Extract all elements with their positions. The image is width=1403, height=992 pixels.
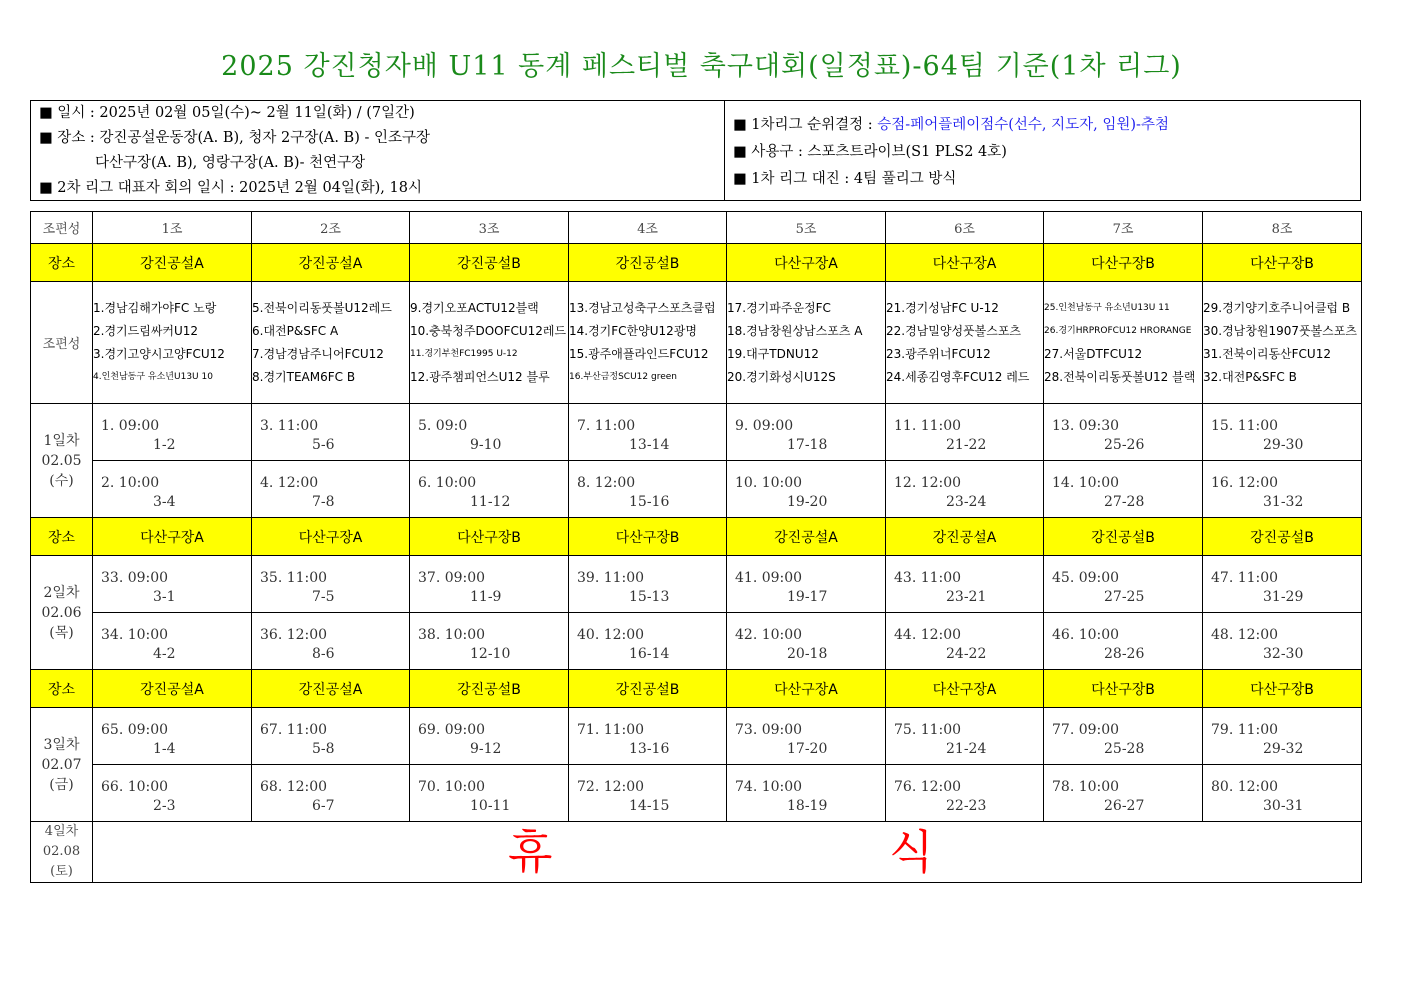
day-label-line: 1일차: [43, 432, 80, 449]
team-name: 32.대전P&SFC B: [1203, 369, 1297, 384]
match-cell: [93, 461, 252, 518]
team-name: 13.경남고성축구스포츠클럽: [569, 300, 716, 315]
group-teams-cell: [727, 282, 886, 404]
teams-label: 조편성: [31, 282, 93, 404]
match-cell: [252, 556, 410, 613]
match-pairing: 15-16: [629, 494, 670, 510]
venue-cell: 다산구장A: [252, 518, 410, 556]
match-number-time: 6. 10:00: [418, 475, 477, 491]
match-number-time: 15. 11:00: [1211, 418, 1279, 434]
match-cell: [410, 708, 569, 765]
group-teams-cell: [569, 282, 727, 404]
match-cell: [410, 556, 569, 613]
match-number-time: 71. 11:00: [577, 722, 645, 738]
match-pairing: 1-2: [153, 437, 176, 453]
info-meeting: ■ 2차 리그 대표자 회의 일시 : 2025년 2월 04일(화), 18시: [39, 180, 422, 196]
venue-cell: 강진공설B: [410, 670, 569, 708]
rest-day-row: [31, 822, 1362, 883]
match-pairing: 25-26: [1104, 437, 1145, 453]
match-number-time: 76. 12:00: [894, 779, 962, 795]
match-cell: [1044, 765, 1203, 822]
match-pairing: 18-19: [787, 798, 828, 814]
match-pairing: 29-32: [1263, 741, 1304, 757]
match-pairing: 13-14: [629, 437, 670, 453]
match-number-time: 79. 11:00: [1211, 722, 1279, 738]
day-label: [31, 404, 93, 518]
match-number-time: 14. 10:00: [1052, 475, 1120, 491]
venue-cell: 다산구장A: [93, 518, 252, 556]
day-label-line: 4일차: [44, 824, 79, 839]
day-label-line: (토): [50, 864, 73, 879]
match-cell: [1203, 556, 1362, 613]
team-name: 9.경기오포ACTU12블랙: [410, 300, 539, 315]
match-pairing: 19-17: [787, 589, 828, 605]
match-number-time: 4. 12:00: [260, 475, 319, 491]
group-header-cell: 8조: [1203, 212, 1362, 244]
match-pairing: 14-15: [629, 798, 670, 814]
match-cell: [410, 613, 569, 670]
match-pairing: 25-28: [1104, 741, 1145, 757]
match-pairing: 15-13: [629, 589, 670, 605]
venue-row: [31, 244, 1362, 282]
venue-cell: 다산구장B: [569, 518, 727, 556]
match-pairing: 19-20: [787, 494, 828, 510]
match-cell: [93, 404, 252, 461]
match-cell: [727, 461, 886, 518]
match-number-time: 7. 11:00: [577, 418, 636, 434]
match-pairing: 5-6: [312, 437, 335, 453]
match-cell: [886, 461, 1044, 518]
match-pairing: 6-7: [312, 798, 335, 814]
day-label-line: 2일차: [43, 584, 80, 601]
match-cell: [252, 404, 410, 461]
match-number-time: 2. 10:00: [101, 475, 160, 491]
team-name: 30.경남창원1907풋볼스포츠: [1203, 323, 1357, 338]
venue-cell: 다산구장A: [727, 244, 886, 282]
match-pairing: 30-31: [1263, 798, 1304, 814]
venue-cell: 다산구장B: [1203, 244, 1362, 282]
group-header-cell: 4조: [569, 212, 727, 244]
match-pairing: 3-4: [153, 494, 176, 510]
match-number-time: 70. 10:00: [418, 779, 486, 795]
team-name: 22.경남밀양성풋볼스포츠: [886, 323, 1022, 338]
match-row: [31, 708, 1362, 765]
day-label-line: (수): [49, 472, 74, 489]
day-label-line: (금): [49, 776, 74, 793]
match-pairing: 31-32: [1263, 494, 1304, 510]
group-header-cell: 7조: [1044, 212, 1203, 244]
group-teams-cell: [93, 282, 252, 404]
info-left: [31, 101, 725, 200]
match-pairing: 21-24: [946, 741, 987, 757]
match-cell: [1203, 404, 1362, 461]
team-name: 27.서울DTFCU12: [1044, 346, 1143, 361]
group-header-cell: 5조: [727, 212, 886, 244]
match-cell: [1044, 556, 1203, 613]
match-cell: [1203, 708, 1362, 765]
match-cell: [1044, 613, 1203, 670]
match-pairing: 5-8: [312, 741, 335, 757]
match-cell: [727, 556, 886, 613]
match-pairing: 9-10: [470, 437, 502, 453]
match-cell: [886, 556, 1044, 613]
info-ball: ■ 사용구 : 스포츠트라이브(S1 PLS2 4호): [733, 144, 1007, 160]
match-cell: [93, 708, 252, 765]
match-pairing: 8-6: [312, 646, 335, 662]
match-cell: [569, 708, 727, 765]
match-pairing: 22-23: [946, 798, 987, 814]
team-name: 6.대전P&SFC A: [252, 323, 339, 338]
match-cell: [93, 556, 252, 613]
match-number-time: 37. 09:00: [418, 570, 486, 586]
match-cell: [569, 556, 727, 613]
team-name: 7.경남경남주니어FCU12: [252, 346, 384, 361]
match-pairing: 10-11: [470, 798, 511, 814]
team-name: 14.경기FC한양U12광명: [569, 323, 697, 338]
info-venue-cont: 다산구장(A. B), 영랑구장(A. B)- 천연구장: [95, 155, 366, 171]
info-ranking-label: ■ 1차리그 순위결정 :: [733, 117, 878, 133]
match-number-time: 47. 11:00: [1211, 570, 1279, 586]
match-cell: [1044, 708, 1203, 765]
match-row: [31, 461, 1362, 518]
team-name: 5.전북이리동풋볼U12레드: [252, 300, 392, 315]
match-number-time: 46. 10:00: [1052, 627, 1120, 643]
group-header-cell: 2조: [252, 212, 410, 244]
match-cell: [886, 404, 1044, 461]
match-number-time: 45. 09:00: [1052, 570, 1120, 586]
venue-label: 장소: [31, 244, 93, 282]
team-name: 11.경기부천FC1995 U-12: [410, 348, 518, 359]
venue-cell: 강진공설B: [569, 244, 727, 282]
match-pairing: 23-24: [946, 494, 987, 510]
match-number-time: 1. 09:00: [101, 418, 160, 434]
rest-day-label: [31, 822, 93, 883]
match-pairing: 32-30: [1263, 646, 1304, 662]
venue-cell: 강진공설B: [1203, 518, 1362, 556]
match-pairing: 13-16: [629, 741, 670, 757]
team-name: 26.경기HRPROFCU12 HRORANGE: [1044, 325, 1192, 336]
info-venue: ■ 장소 : 강진공설운동장(A. B), 청자 2구장(A. B) - 인조구장: [39, 130, 431, 146]
venue-cell: 다산구장B: [1203, 670, 1362, 708]
match-pairing: 31-29: [1263, 589, 1304, 605]
match-pairing: 2-3: [153, 798, 176, 814]
match-cell: [569, 613, 727, 670]
match-pairing: 27-28: [1104, 494, 1145, 510]
match-cell: [252, 765, 410, 822]
match-cell: [727, 404, 886, 461]
match-number-time: 68. 12:00: [260, 779, 328, 795]
match-pairing: 20-18: [787, 646, 828, 662]
venue-row: [31, 670, 1362, 708]
team-name: 18.경남창원상남스포츠 A: [727, 323, 863, 338]
match-number-time: 9. 09:00: [735, 418, 794, 434]
match-number-time: 8. 12:00: [577, 475, 636, 491]
venue-label: 장소: [31, 518, 93, 556]
match-cell: [886, 708, 1044, 765]
match-pairing: 11-12: [470, 494, 511, 510]
match-cell: [1203, 461, 1362, 518]
rest-day-cell: [93, 822, 1362, 883]
rest-day-box: [93, 824, 1361, 881]
match-pairing: 3-1: [153, 589, 176, 605]
match-pairing: 1-4: [153, 741, 176, 757]
match-cell: [410, 404, 569, 461]
match-number-time: 67. 11:00: [260, 722, 328, 738]
day-label-line: 02.06: [41, 604, 82, 621]
match-pairing: 11-9: [470, 589, 502, 605]
group-teams-cell: [410, 282, 569, 404]
match-cell: [727, 708, 886, 765]
group-header-label: 조편성: [31, 212, 93, 244]
match-number-time: 13. 09:30: [1052, 418, 1120, 434]
day-label: [31, 556, 93, 670]
schedule-table: [30, 211, 1362, 883]
day-label-line: 3일차: [43, 736, 80, 753]
match-pairing: 28-26: [1104, 646, 1145, 662]
info-format: ■ 1차 리그 대진 : 4팀 풀리그 방식: [733, 171, 957, 187]
day-label-line: (목): [49, 624, 74, 641]
day-label-line: 02.08: [42, 844, 81, 859]
match-number-time: 65. 09:00: [101, 722, 169, 738]
team-name: 16.부산금정SCU12 green: [569, 371, 677, 382]
venue-cell: 다산구장B: [1044, 244, 1203, 282]
group-header-row: [31, 212, 1362, 244]
team-name: 20.경기화성시U12S: [727, 369, 836, 384]
match-row: [31, 556, 1362, 613]
match-cell: [252, 708, 410, 765]
match-cell: [1044, 461, 1203, 518]
match-cell: [93, 613, 252, 670]
team-name: 1.경남김해가야FC 노랑: [93, 300, 217, 315]
rest-text-2: 식: [889, 824, 934, 879]
venue-cell: 다산구장A: [727, 670, 886, 708]
match-cell: [727, 765, 886, 822]
info-ranking: [733, 112, 1360, 139]
venue-cell: 강진공설B: [1044, 518, 1203, 556]
match-cell: [569, 461, 727, 518]
match-number-time: 12. 12:00: [894, 475, 962, 491]
day-label: [31, 708, 93, 822]
venue-cell: 강진공설A: [252, 244, 410, 282]
match-number-time: 40. 12:00: [577, 627, 645, 643]
match-cell: [886, 765, 1044, 822]
match-cell: [1203, 613, 1362, 670]
match-pairing: 21-22: [946, 437, 987, 453]
team-name: 10.충북청주DOOFCU12레드: [410, 323, 567, 338]
venue-cell: 강진공설A: [252, 670, 410, 708]
teams-row: [31, 282, 1362, 404]
match-cell: [252, 613, 410, 670]
match-cell: [727, 613, 886, 670]
match-number-time: 36. 12:00: [260, 627, 328, 643]
match-pairing: 7-5: [312, 589, 335, 605]
match-number-time: 72. 12:00: [577, 779, 645, 795]
match-pairing: 23-21: [946, 589, 987, 605]
match-cell: [1203, 765, 1362, 822]
match-cell: [410, 461, 569, 518]
match-cell: [569, 404, 727, 461]
team-name: 31.전북이리동산FCU12: [1203, 346, 1331, 361]
match-pairing: 16-14: [629, 646, 670, 662]
match-pairing: 4-2: [153, 646, 176, 662]
team-name: 19.대구TDNU12: [727, 346, 819, 361]
match-number-time: 35. 11:00: [260, 570, 328, 586]
match-row: [31, 613, 1362, 670]
match-number-time: 77. 09:00: [1052, 722, 1120, 738]
venue-cell: 강진공설A: [93, 670, 252, 708]
match-number-time: 75. 11:00: [894, 722, 962, 738]
group-header-cell: 6조: [886, 212, 1044, 244]
venue-cell: 강진공설B: [569, 670, 727, 708]
group-teams-cell: [1203, 282, 1362, 404]
venue-cell: 다산구장A: [886, 670, 1044, 708]
match-number-time: 34. 10:00: [101, 627, 169, 643]
match-number-time: 78. 10:00: [1052, 779, 1120, 795]
match-pairing: 29-30: [1263, 437, 1304, 453]
match-cell: [410, 765, 569, 822]
venue-cell: 강진공설A: [93, 244, 252, 282]
match-number-time: 69. 09:00: [418, 722, 486, 738]
team-name: 23.광주위너FCU12: [886, 346, 991, 361]
match-cell: [569, 765, 727, 822]
day-label-line: 02.05: [41, 452, 82, 469]
team-name: 28.전북이리동풋볼U12 블랙: [1044, 369, 1196, 384]
match-cell: [1044, 404, 1203, 461]
info-right: [725, 101, 1360, 200]
team-name: 8.경기TEAM6FC B: [252, 369, 356, 384]
venue-cell: 다산구장A: [886, 244, 1044, 282]
team-name: 25.인천남동구 유소년U13U 11: [1044, 302, 1170, 313]
team-name: 29.경기양기호주니어클럽 B: [1203, 300, 1351, 315]
match-cell: [93, 765, 252, 822]
team-name: 21.경기성남FC U-12: [886, 300, 999, 315]
match-number-time: 5. 09:0: [418, 418, 468, 434]
venue-cell: 다산구장B: [410, 518, 569, 556]
match-cell: [252, 461, 410, 518]
match-pairing: 26-27: [1104, 798, 1145, 814]
group-teams-cell: [1044, 282, 1203, 404]
info-ranking-value: 승점-페어플레이점수(선수, 지도자, 임원)-추첨: [877, 117, 1169, 133]
match-number-time: 80. 12:00: [1211, 779, 1279, 795]
match-pairing: 27-25: [1104, 589, 1145, 605]
match-cell: [886, 613, 1044, 670]
match-row: [31, 765, 1362, 822]
venue-row: [31, 518, 1362, 556]
match-pairing: 7-8: [312, 494, 335, 510]
match-number-time: 48. 12:00: [1211, 627, 1279, 643]
info-box: [30, 100, 1361, 201]
venue-label: 장소: [31, 670, 93, 708]
match-number-time: 38. 10:00: [418, 627, 486, 643]
venue-cell: 다산구장B: [1044, 670, 1203, 708]
group-header-cell: 1조: [93, 212, 252, 244]
match-pairing: 12-10: [470, 646, 511, 662]
team-name: 2.경기드림싸커U12: [93, 323, 199, 338]
match-number-time: 39. 11:00: [577, 570, 645, 586]
match-pairing: 9-12: [470, 741, 502, 757]
page-title: 2025 강진청자배 U11 동계 페스티벌 축구대회(일정표)-64팀 기준(1차 리그): [221, 51, 1182, 82]
match-number-time: 74. 10:00: [735, 779, 803, 795]
match-number-time: 73. 09:00: [735, 722, 803, 738]
match-number-time: 3. 11:00: [260, 418, 319, 434]
group-teams-cell: [252, 282, 410, 404]
team-name: 15.광주애플라인드FCU12: [569, 346, 709, 361]
match-number-time: 10. 10:00: [735, 475, 803, 491]
team-name: 3.경기고양시고양FCU12: [93, 346, 225, 361]
match-number-time: 66. 10:00: [101, 779, 169, 795]
rest-text-1: 휴: [508, 824, 553, 879]
match-pairing: 17-20: [787, 741, 828, 757]
match-row: [31, 404, 1362, 461]
group-header-cell: 3조: [410, 212, 569, 244]
team-name: 24.세종김영후FCU12 레드: [886, 369, 1030, 384]
venue-cell: 강진공설A: [727, 518, 886, 556]
match-number-time: 33. 09:00: [101, 570, 169, 586]
team-name: 12.광주챔피언스U12 블루: [410, 369, 550, 384]
match-number-time: 44. 12:00: [894, 627, 962, 643]
group-teams-cell: [886, 282, 1044, 404]
team-name: 17.경기파주운정FC: [727, 300, 831, 315]
venue-cell: 강진공설A: [886, 518, 1044, 556]
match-pairing: 24-22: [946, 646, 987, 662]
info-date: ■ 일시 : 2025년 02월 05일(수)~ 2월 11일(화) / (7일간): [39, 105, 415, 121]
match-number-time: 43. 11:00: [894, 570, 962, 586]
day-label-line: 02.07: [41, 756, 82, 773]
match-pairing: 17-18: [787, 437, 828, 453]
match-number-time: 41. 09:00: [735, 570, 803, 586]
match-number-time: 16. 12:00: [1211, 475, 1279, 491]
venue-cell: 강진공설B: [410, 244, 569, 282]
team-name: 4.인천남동구 유소년U13U 10: [93, 371, 213, 382]
match-number-time: 11. 11:00: [894, 418, 962, 434]
match-number-time: 42. 10:00: [735, 627, 803, 643]
